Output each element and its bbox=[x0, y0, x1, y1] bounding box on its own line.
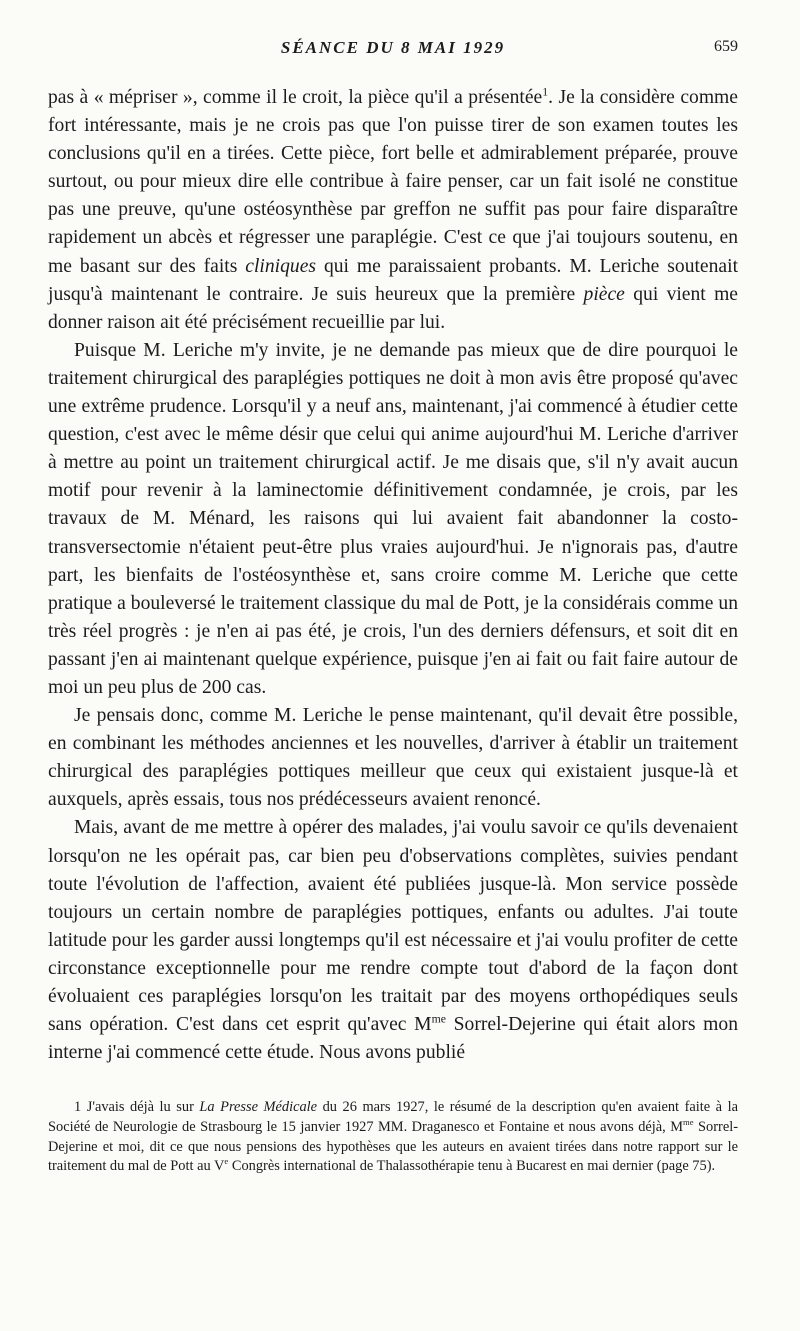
footnote-text-a: J'avais déjà lu sur bbox=[86, 1099, 194, 1115]
footnote bbox=[48, 1098, 738, 1177]
footnote-text-c: Sorrel-Dejerine et moi, dit ce que nous pensions des hypothèses que les auteurs en avaient tirées dans notre rapport sur le traitement du mal de Pott au V bbox=[48, 1118, 738, 1175]
paragraph-1-text-b: . Je la considère comme fort intéressante, mais je ne crois pas que l'on puisse tirer de son examen toutes les conclusions qu'il en a tirées. Cette pièce, fort belle et admirablement préparée, prouve surtout, ou pour mieux dire elle contribue à faire penser, car un fait isolé ne constitue pas une preuve, qu'une ostéosynthèse par greffon ne suffit pas pour faire disparaître rapidement un abcès et régresser une paraplégie. C'est ce que j'ai toujours soutenu, en me basant sur des faits bbox=[48, 87, 738, 277]
page-header bbox=[48, 38, 738, 66]
paragraph-1-text-d: qui vient me donner raison ait été précisément recueillie par lui. bbox=[48, 283, 739, 333]
paragraph-1-text-a: pas à « mépriser », comme il le croit, la pièce qu'il a présentée bbox=[48, 87, 543, 108]
body-text bbox=[48, 84, 738, 1067]
paragraph-1 bbox=[48, 84, 738, 337]
footnote-reference: 1 bbox=[542, 85, 549, 99]
emphasis-cliniques: cliniques bbox=[245, 255, 317, 277]
page-number: 659 bbox=[714, 38, 738, 55]
footnote-text-b: du 26 mars 1927, le résumé de la description qu'en avaient faite à la Société de Neurologie de Strasbourg le 15 janvier 1927 MM. Draganesco et Fontaine et nous avons déjà, M bbox=[48, 1099, 738, 1135]
footnote-text-d: Congrès international de Thalassothérapie tenu à Bucarest en mai dernier (page 75). bbox=[231, 1158, 716, 1175]
paragraph-4-text-b: Sorrel-Dejerine qui était alors mon interne j'ai commencé cette étude. Nous avons publié bbox=[48, 1014, 738, 1064]
paragraph-4-text-a: Mais, avant de me mettre à opérer des malades, j'ai voulu savoir ce qu'ils devenaient lorsqu'on ne les opérait pas, car bien peu d'observations complètes, suivies pendant toute l'évolution de l'affection, avaient été publiées jusque-là. Mon service possède toujours un certain nombre de paraplégies pottiques, enfants ou adultes. J'ai toute latitude pour les garder aussi longtemps qu'il est nécessaire et j'ai voulu profiter de cette circonstance exceptionnelle pour me rendre compte tout d'abord de la façon dont évoluaient ces paraplégies lorsqu'on les traitait par des moyens orthopédiques seuls sans opération. C'est dans cet esprit qu'avec M bbox=[48, 817, 738, 1036]
running-title: SÉANCE DU 8 MAI 1929 bbox=[280, 38, 506, 57]
superscript-me: me bbox=[431, 1012, 446, 1026]
paragraph-4 bbox=[48, 814, 738, 1067]
emphasis-piece: pièce bbox=[583, 283, 625, 305]
paragraph-1-text-c: qui me paraissaient probants. M. Leriche soutenait jusqu'à maintenant le contraire. Je suis heureux que la première bbox=[48, 255, 739, 305]
footnote-superscript-me: me bbox=[683, 1117, 694, 1127]
footnote-number: 1 bbox=[74, 1099, 82, 1115]
footnote-journal-title: La Presse Médicale bbox=[199, 1099, 318, 1115]
paragraph-2: Puisque M. Leriche m'y invite, je ne demande pas mieux que de dire pourquoi le traitement chirurgical des paraplégies pottiques ne doit à mon avis être proposé qu'avec une extrême prudence. Lorsqu'il y a neuf ans, maintenant, j'ai commencé à étudier cette question, c'est avec le même désir que celui qui anime aujourd'hui M. Leriche d'arriver à mettre au point un traitement chirurgical actif. Je me disais que, s'il n'y avait aucun motif pour revenir à la laminectomie définitivement condamnée, je crois, par les travaux de M. Ménard, les raisons qui lui avaient fait abandonner la costo-transversectomie n'étaient peut-être plus vraies aujourd'hui. Je n'ignorais pas, d'autre part, les bienfaits de l'ostéosynthèse et, sans croire comme M. Leriche que cette pratique a bouleversé le traitement classique du mal de Pott, je la considérais comme un très réel progrès : je n'en ai pas été, je crois, l'un des derniers défensurs, et soit dit en passant j'en ai maintenant quelque expérience, puisque j'en ai fait ou fait faire autour de moi un peu plus de 200 cas. bbox=[48, 339, 738, 698]
paragraph-3: Je pensais donc, comme M. Leriche le pense maintenant, qu'il devait être possible, en combinant les méthodes anciennes et les nouvelles, d'arriver à établir un traitement chirurgical des paraplégies pottiques meilleur que ceux qui existaient jusque-là et auxquels, après essais, tous nos prédécesseurs avaient renoncé. bbox=[48, 705, 738, 811]
footnote-superscript-e: e bbox=[224, 1156, 229, 1167]
